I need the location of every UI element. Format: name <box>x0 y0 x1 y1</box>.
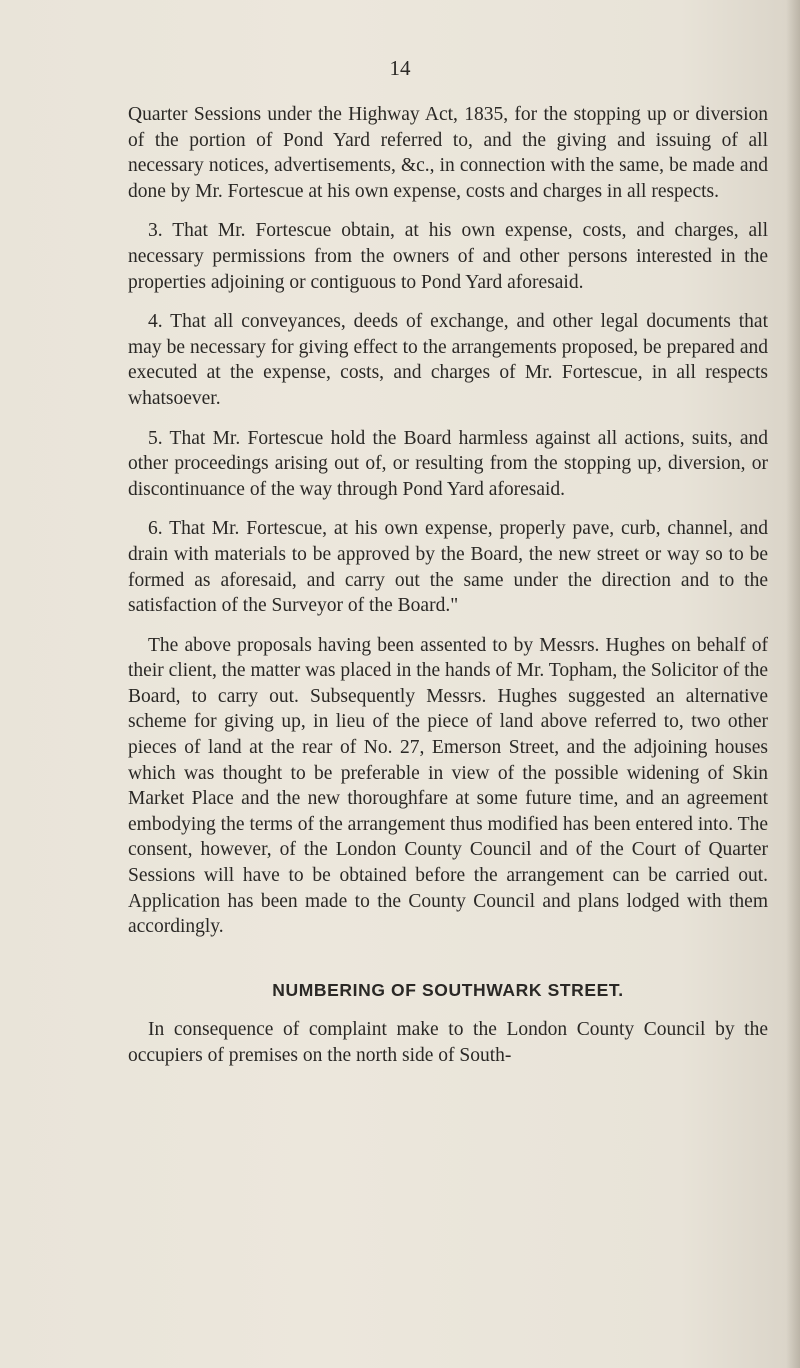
paragraph-proposals-assented: The above proposals having been assented to by Messrs. Hughes on behalf of their client, the matter was placed in the hands of Mr. Topham, the Solicitor of the Board, to carry out. Subsequently Messrs. Hughes suggested an alternative scheme for giving up, in lieu of the piece of land above referred to, two other pieces of land at the rear of No. 27, Emerson Street, and the adjoining houses which was thought to be preferable in view of the possible widening of Skin Market Place and the new thoroughfare at some future time, and an agreement embodying the terms of the arrangement thus modified has been entered into. The consent, however, of the London County Council and of the Court of Quarter Sessions will have to be obtained before the arrangement can be carried out. Application has been made to the County Council and plans lodged with them accordingly. <box>128 634 768 938</box>
paragraph-quarter-sessions: Quarter Sessions under the Highway Act, 1835, for the stopping up or diversion of the portion of Pond Yard referred to, and the giving and issuing of all necessary notices, advertisements, &c., in connection with the same, be made and done by Mr. Fortescue at his own expense, costs and charges in all respects. <box>128 104 768 202</box>
paragraph-item-3: 3. That Mr. Fortescue obtain, at his own expense, costs, and charges, all necessary permissions from the owners of and other persons interested in the properties adjoining or contiguous to Pond Yard aforesaid. <box>128 220 768 293</box>
body-text <box>128 102 768 1069</box>
section-heading: NUMBERING OF SOUTHWARK STREET. <box>272 979 624 1000</box>
page-edge-shadow <box>786 0 800 1368</box>
paragraph-item-5: 5. That Mr. Fortescue hold the Board harmless against all actions, suits, and other proceedings arising out of, or resulting from the stopping up, diversion, or discontinuance of the way through Pond Yard aforesaid. <box>128 427 768 500</box>
paragraph-item-4: 4. That all conveyances, deeds of exchange, and other legal documents that may be necessary for giving effect to the arrangements proposed, be prepared and executed at the expense, costs, and charges of Mr. Fortescue, in all respects whatsoever. <box>128 311 768 409</box>
paragraph-complaint: In consequence of complaint make to the London County Council by the occupiers of premises on the north side of South- <box>128 1019 768 1066</box>
page-number: 14 <box>389 56 411 80</box>
paragraph-item-6: 6. That Mr. Fortescue, at his own expense, properly pave, curb, channel, and drain with materials to be approved by the Board, the new street or way so to be formed as aforesaid, and carry out the same under the direction and to the satisfaction of the Surveyor of the Board." <box>128 518 768 617</box>
